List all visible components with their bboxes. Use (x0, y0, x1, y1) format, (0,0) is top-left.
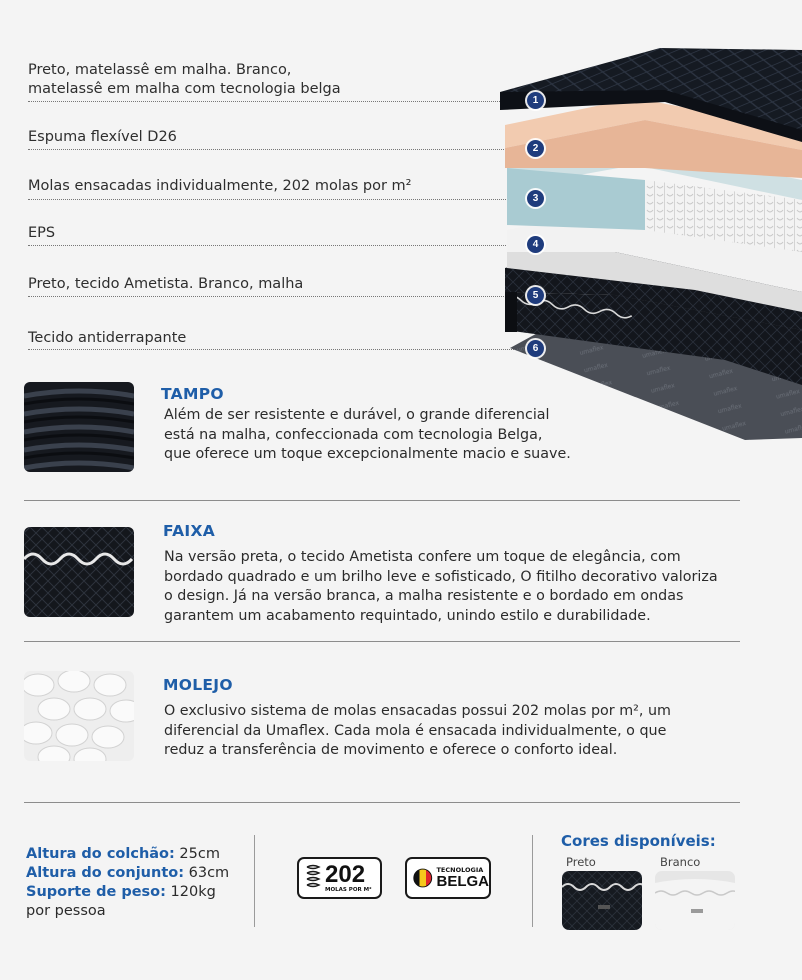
layer-6-badge: 6 (527, 340, 544, 357)
layer-5-label: Preto, tecido Ametista. Branco, malha (28, 276, 304, 292)
faixa-line: o design. Já na versão branca, a malha resistente e o bordado em ondas (164, 588, 684, 605)
layer-1-line-1: Preto, matelassê em malha. Branco, (28, 62, 292, 78)
vertical-divider (532, 835, 533, 927)
layer-2-label: Espuma flexível D26 (28, 129, 177, 145)
layer-1-leader (28, 101, 528, 102)
spec-key: Suporte de peso: (26, 884, 166, 900)
tampo-quilt-thumbnail (24, 382, 134, 472)
color-swatch-preto[interactable] (562, 871, 642, 930)
layer-2-badge: 2 (527, 140, 544, 157)
faixa-description (164, 548, 718, 627)
molejo-line: diferencial da Umaflex. Cada mola é ensacada individualmente, o que (164, 722, 667, 739)
springs-caption: MOLAS POR M² (325, 886, 372, 893)
spec-weight-support (26, 883, 216, 903)
202-springs-seal (297, 857, 382, 899)
layer-4-badge: 4 (527, 236, 544, 253)
belga-title: BELGA (436, 873, 489, 891)
tampo-line: está na malha, confeccionada com tecnologia Belga, (164, 426, 543, 443)
molejo-title: MOLEJO (163, 676, 233, 694)
section-divider (24, 641, 740, 642)
faixa-line: bordado quadrado e um brilho leve e sofisticado, O fitilho decorativo valoriza (164, 568, 718, 585)
molejo-description (164, 702, 671, 761)
layer-1-line-2: matelassê em malha com tecnologia belga (28, 81, 341, 97)
layer-1-badge: 1 (527, 92, 544, 109)
spec-key: Altura do colchão: (26, 846, 175, 862)
faixa-title: FAIXA (163, 522, 216, 540)
section-divider (24, 500, 740, 501)
color-option-label-branco: Branco (660, 855, 701, 869)
molejo-line: O exclusivo sistema de molas ensacadas possui 202 molas por m², um (164, 703, 671, 719)
tampo-line: Além de ser resistente e durável, o grande diferencial (164, 407, 550, 423)
molejo-springs-thumbnail (24, 671, 134, 761)
spec-key: Altura do conjunto: (26, 865, 185, 881)
layer-4-label: EPS (28, 225, 56, 241)
spec-value: 120kg (165, 884, 216, 900)
molejo-line: reduz a transferência de movimento e oferece o conforto ideal. (164, 742, 618, 759)
layer-5-badge: 5 (527, 287, 544, 304)
spec-set-height (26, 864, 229, 884)
colors-title: Cores disponíveis: (561, 832, 716, 850)
vertical-divider (254, 835, 255, 927)
belgium-flag-icon (413, 866, 433, 890)
springs-count: 202 (325, 860, 366, 888)
spec-mattress-height (26, 845, 220, 865)
tampo-title: TAMPO (161, 385, 224, 403)
section-divider (24, 802, 740, 803)
faixa-line: garantem um acabamento requintado, unindo estilo e durabilidade. (164, 608, 651, 625)
layer-3-badge: 3 (527, 190, 544, 207)
layer-6-leader (28, 349, 528, 350)
layer-5-leader (28, 296, 528, 297)
spec-per-person: por pessoa (26, 903, 106, 919)
spec-value: 63cm (184, 865, 230, 881)
spec-value: 25cm (174, 846, 220, 862)
tampo-line: que oferece um toque excepcionalmente macio e suave. (164, 446, 571, 463)
layer-4-leader (28, 245, 528, 246)
faixa-border-thumbnail (24, 527, 134, 617)
tampo-description (164, 406, 571, 465)
belgian-technology-seal (405, 857, 491, 899)
belga-caption: TECNOLOGIA (436, 865, 484, 874)
layer-3-leader (28, 199, 528, 200)
color-option-label-preto: Preto (566, 855, 596, 869)
color-swatch-branco[interactable] (655, 871, 735, 930)
spring-coil-icon (304, 864, 322, 892)
layer-3-label: Molas ensacadas individualmente, 202 molas por m² (28, 178, 412, 194)
layer-1-label (28, 61, 341, 99)
faixa-line: Na versão preta, o tecido Ametista confere um toque de elegância, com (164, 549, 681, 565)
layer-2-leader (28, 149, 528, 150)
layer-6-label: Tecido antiderrapante (28, 330, 187, 346)
